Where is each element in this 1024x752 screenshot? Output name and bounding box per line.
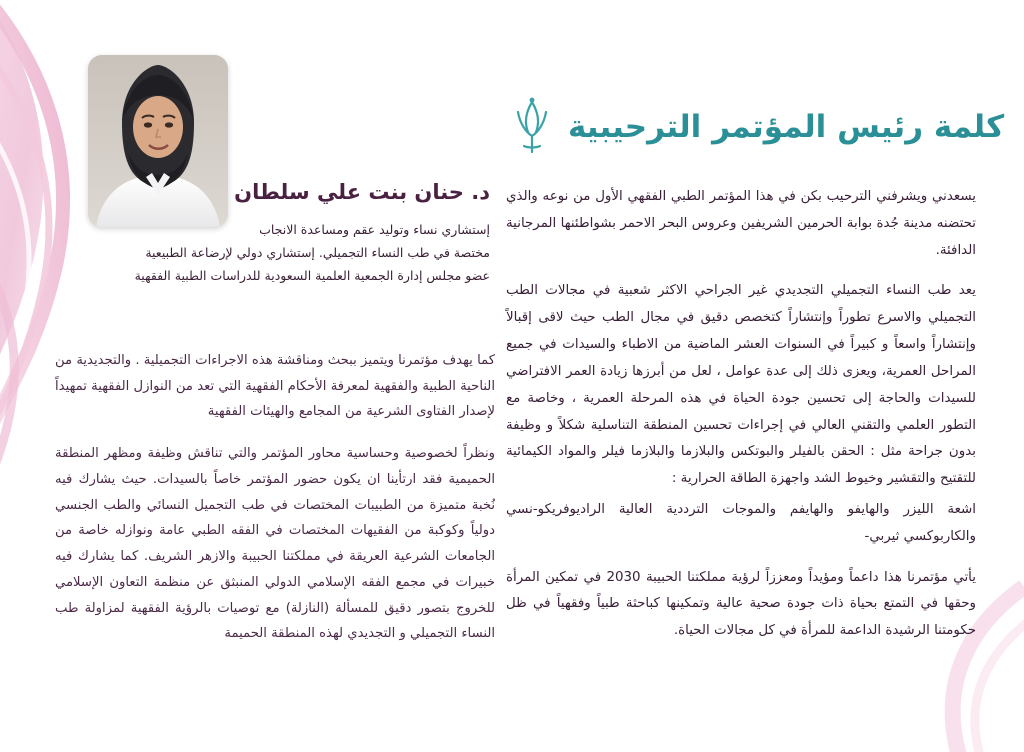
page-title: كلمة رئيس المؤتمر الترحيبية	[568, 109, 1005, 145]
right-column-text	[506, 184, 976, 645]
speaker-name: د. حنان بنت علي سلطان	[234, 180, 490, 204]
speaker-credential-line-1: إستشاري نساء وتوليد عقم ومساعدة الانجاب	[259, 222, 490, 237]
left-paragraph-1: كما يهدف مؤتمرنا ويتميز ببحث ومناقشة هذه الاجراءات التجميلية . والتجديدية من الناحية الطبية والفقهية لمعرفة الأحكام الفقهية التي تعد من النوازل الفقهية تمهيداً لإصدار الفتاوى الشرعية من المجامع والهيئات الفقهية	[55, 353, 495, 420]
left-column-text	[55, 348, 495, 663]
right-paragraph-3: اشعة الليزر والهايفو والهايفم والموجات الترددية العالية الراديوفريكو-نسي والكاربوكسي ثيربي-	[506, 501, 976, 544]
conference-logo-icon	[506, 96, 558, 158]
right-paragraph-4: يأتي مؤتمرنا هذا داعماً ومؤيداً ومعززاً لرؤية مملكتنا الحبيبة 2030 في تمكين المرأة وحقها في التمتع بحياة ذات جودة صحية عالية وتمكينها كباحثة طبياً وفقهياً في ظل حكومتنا الرشيدة الداعمة للمرأة في كل مجالات الحياة.	[506, 569, 976, 639]
right-paragraph-1: يسعدني ويشرفني الترحيب بكن في هذا المؤتمر الطبي الفقهي الأول من نوعه والذي تحتضنه مدينة جُدة بوابة الحرمين الشريفين وعروس البحر الاحمر بشواطئنها المرجانية الدافئة.	[506, 189, 976, 258]
speaker-info	[60, 180, 490, 287]
right-paragraph-2: يعد طب النساء التجميلي التجديدي غير الجراحي الاكثر شعبية في مجالات الطب التجميلي والاسرع تطوراً وإنتشاراً كتخصص دقيق في مجال الطب حيث لاقى إقبالاً وإنتشاراً واسعاً و كبيراً في السنوات العشر الماضية من الاطباء والسيدات في جميع المراحل العمرية، ويعزى ذلك إلى عدة عوامل ، لعل من أبرزها زيادة العمر الافتراضي للسيدات والحاجة إلى تحسين جودة الحياة في هذه المرحلة العمرية ، وخاصة مع التطور العلمي والتقني العالي في إجراءات تحسين المنطقة التناسلية شكلاً و وظيفة بدون جراحة مثل : الحقن بالفيلر والبوتكس والبلازما والبلازما فيلر والمواد الكيمائية للتقتيح والتقشير وخيوط الشد واجهزة الطاقة الحرارية :	[506, 283, 976, 487]
right-column	[506, 96, 1005, 659]
headline-row	[506, 96, 1005, 158]
left-paragraph-2: ونظراً لخصوصية وحساسية محاور المؤتمر والتي تناقش وظيفة ومظهر المنطقة الحميمية فقد ارتأينا ان يكون حضور المؤتمر خاصاً بالسيدات. حيث يشارك فيه نُخبة متميزة من الطبيبات المختصات في طب التجميل النسائي والطب الجنسي دولياً وكوكبة من الفقيهات المختصات في الفقه الطبي عامة ونوازله خاصة من الجامعات الشرعية العريقة في مملكتنا الحبيبة والازهر الشريف. كما يشارك فيه خبيرات في مجمع الفقه الإسلامي الدولي المنبثق عن منظمة التعاون الإسلامي للخروج بتصور دقيق للمسألة (النازلة) مع توصيات بالرؤية الفقهية لمزاولة طب النساء التجميلي و التجديدي لهذه المنطقة الحميمة	[55, 446, 495, 642]
speaker-credential-line-3: عضو مجلس إدارة الجمعية العلمية السعودية للدراسات الطبية الفقهية	[134, 268, 490, 284]
speaker-credential-line-2: مختصة في طب النساء التجميلي. إستشاري دولي لإرضاعة الطبيعية	[145, 245, 490, 261]
